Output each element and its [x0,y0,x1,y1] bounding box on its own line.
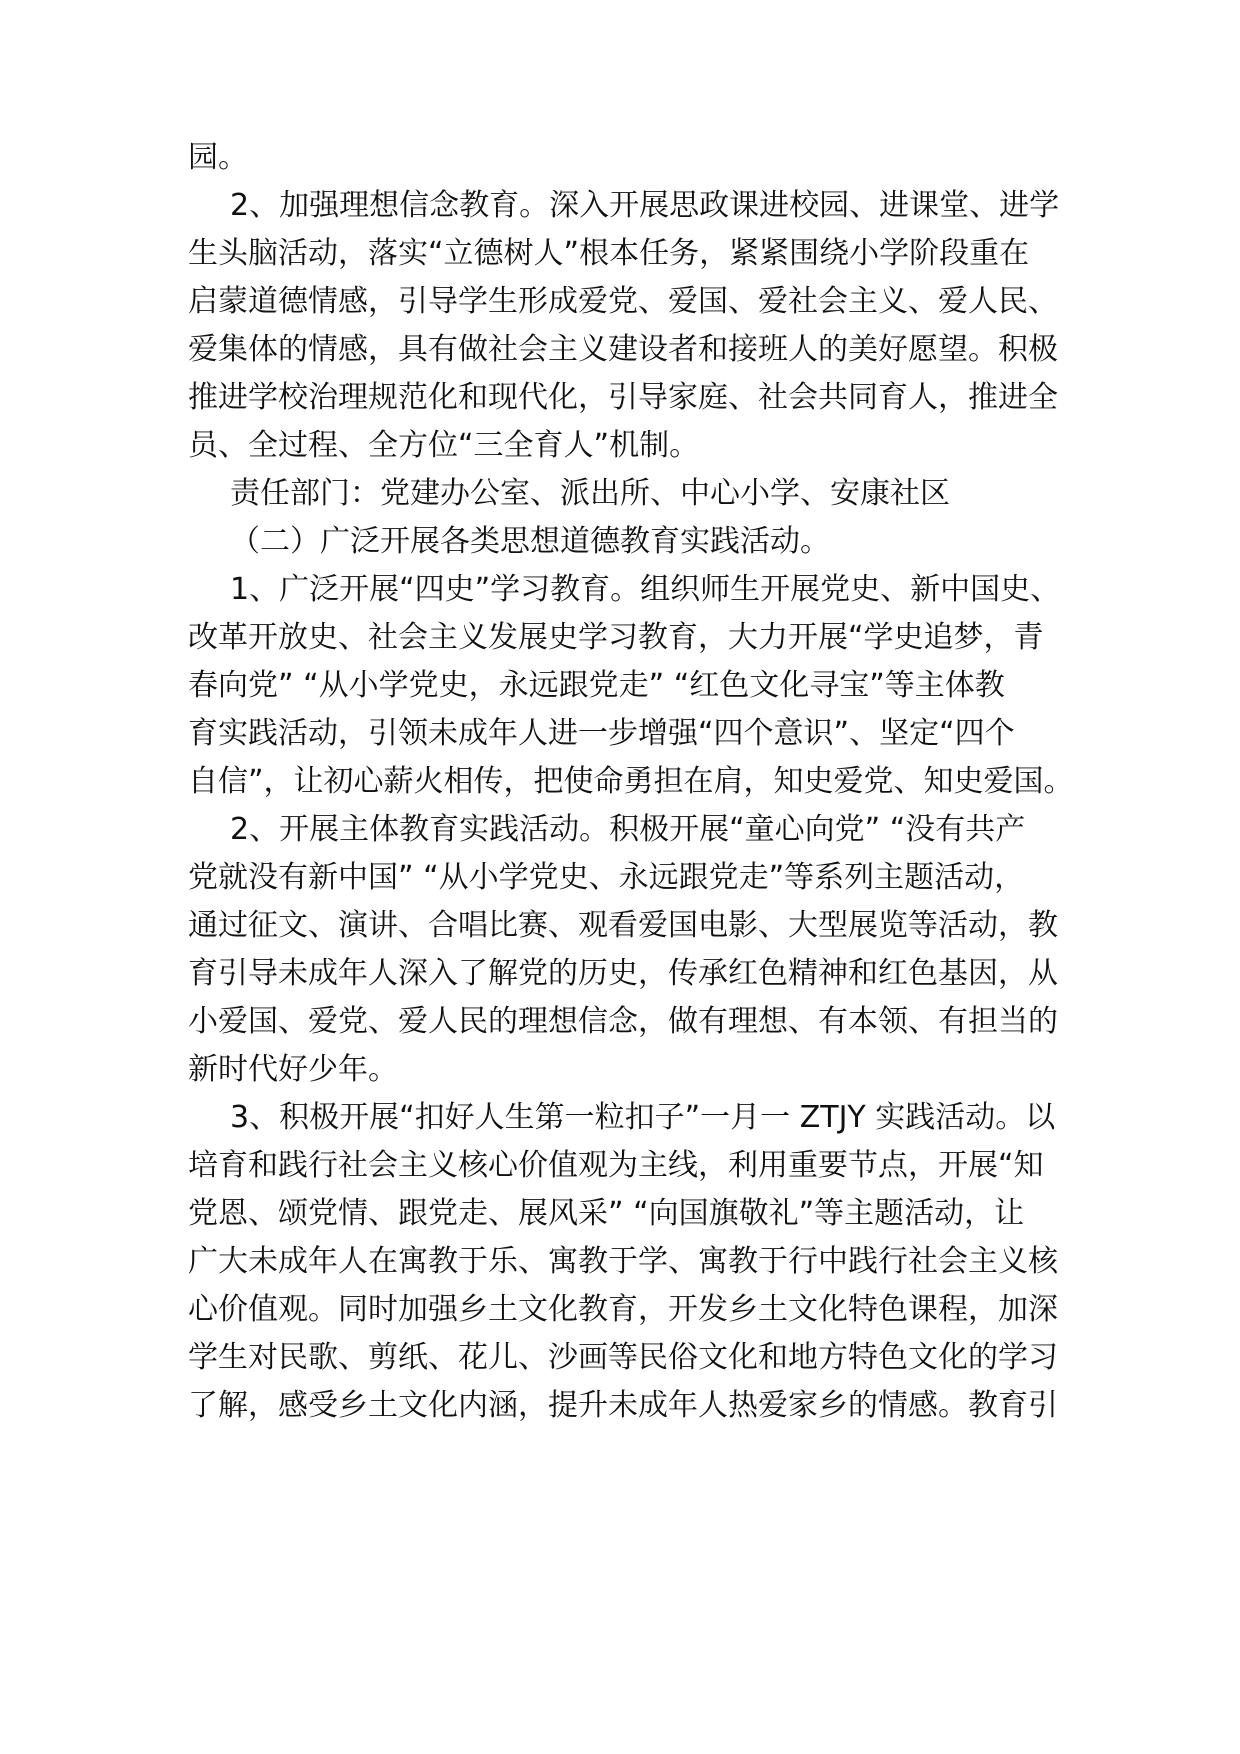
text-line: 通过征文、演讲、合唱比赛、观看爱国电影、大型展览等活动，教 [188,908,1058,943]
text-line: 自信”，让初心薪火相传，把使命勇担在肩，知史爱党、知史爱国。 [188,764,1074,799]
text-line: 爱集体的情感，具有做社会主义建设者和接班人的美好愿望。积极 [188,332,1058,367]
text-line: 学生对民歌、剪纸、花儿、沙画等民俗文化和地方特色文化的学习 [188,1340,1058,1375]
text-line: 育引导未成年人深入了解党的历史，传承红色精神和红色基因，从 [188,956,1058,991]
text-line: 改革开放史、社会主义发展史学习教育，大力开展“学史追梦，青 [188,620,1044,655]
section-heading: （二）广泛开展各类思想道德教育实践活动。 [230,524,830,559]
text-line: 培育和践行社会主义核心价值观为主线，利用重要节点，开展“知 [188,1148,1044,1183]
text-line: 新时代好少年。 [188,1052,398,1087]
text-line: 推进学校治理规范化和现代化，引导家庭、社会共同育人，推进全 [188,380,1058,415]
text-line: 小爱国、爱党、爱人民的理想信念，做有理想、有本领、有担当的 [188,1004,1058,1039]
text-line: 启蒙道德情感，引导学生形成爱党、爱国、爱社会主义、爱人民、 [188,284,1058,319]
text-line: 育实践活动，引领未成年人进一步增强“四个意识”、坚定“四个 [188,716,1015,751]
text-line: 心价值观。同时加强乡土文化教育，开发乡土文化特色课程，加深 [188,1292,1058,1327]
text-line: 党就没有新中国” “从小学党史、永远跟党走”等系列主题活动， [188,860,1025,895]
text-line: 党恩、颂党情、跟党走、展风采” “向国旗敬礼”等主题活动，让 [188,1196,1025,1231]
text-line: 2、开展主体教育实践活动。积极开展“童心向党” “没有共产 [230,812,1026,847]
text-line: 了解，感受乡土文化内涵，提升未成年人热爱家乡的情感。教育引 [188,1388,1058,1423]
text-line: 春向党” “从小学党史，永远跟党走” “红色文化寻宝”等主体教 [188,668,1005,703]
text-line: 2、加强理想信念教育。深入开展思政课进校园、进课堂、进学 [230,188,1060,223]
text-line: 3、积极开展“扣好人生第一粒扣子”一月一 ZTJY 实践活动。以 [230,1100,1056,1135]
text-line: 生头脑活动，落实“立德树人”根本任务，紧紧围绕小学阶段重在 [188,236,1030,271]
text-line: 1、广泛开展“四史”学习教育。组织师生开展党史、新中国史、 [230,572,1061,607]
responsible-departments: 责任部门：党建办公室、派出所、中心小学、安康社区 [230,476,950,511]
text-line: 员、全过程、全方位“三全育人”机制。 [188,428,700,463]
text-line: 广大未成年人在寓教于乐、寓教于学、寓教于行中践行社会主义核 [188,1244,1058,1279]
text-line: 园。 [188,140,248,175]
